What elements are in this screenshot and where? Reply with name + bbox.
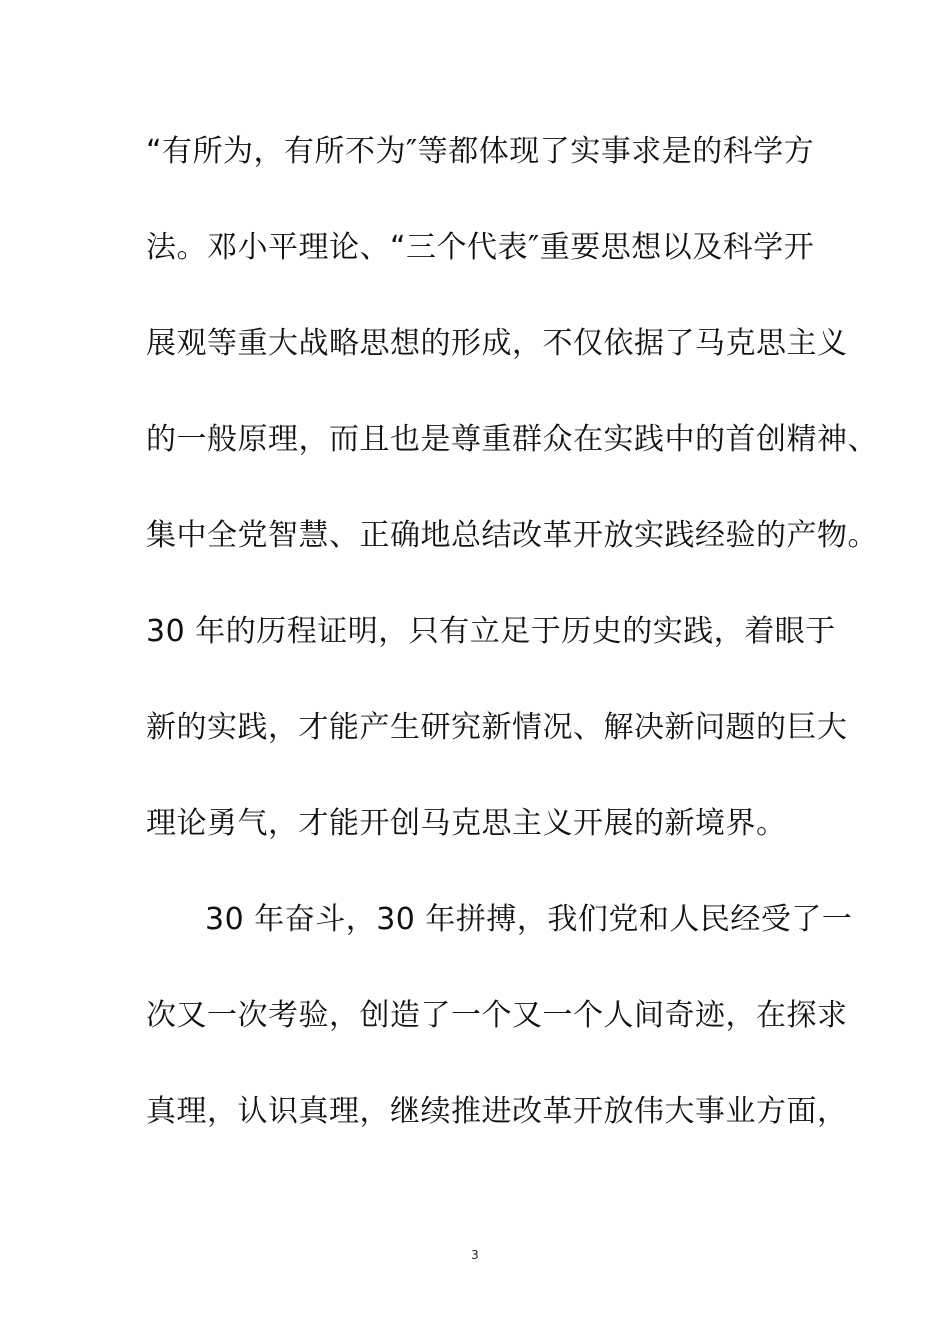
paragraph-start-line: 30 年奋斗，30 年拼搏，我们党和人民经受了一: [205, 902, 853, 937]
text-line-5: 集中全党智慧、正确地总结改革开放实践经验的产物。: [146, 518, 878, 553]
text-line-8: 理论勇气，才能开创马克思主义开展的新境界。: [146, 806, 787, 841]
page-number: 3: [471, 1248, 479, 1262]
text-line-4: 的一般原理，而且也是尊重群众在实践中的首创精神、: [146, 422, 878, 457]
text-line-2: 法。邓小平理论、“三个代表″重要思想以及科学开: [146, 230, 815, 265]
text-line-7: 新的实践，才能产生研究新情况、解决新问题的巨大: [146, 710, 848, 745]
text-line-6: 30 年的历程证明，只有立足于历史的实践，着眼于: [146, 614, 836, 649]
text-line-1: “有所为，有所不为″等都体现了实事求是的科学方: [146, 134, 815, 169]
text-line-11: 真理，认识真理，继续推进改革开放伟大事业方面，: [146, 1094, 848, 1129]
text-line-10: 次又一次考验，创造了一个又一个人间奇迹，在探求: [146, 998, 848, 1033]
text-line-3: 展观等重大战略思想的形成，不仅依据了马克思主义: [146, 326, 848, 361]
